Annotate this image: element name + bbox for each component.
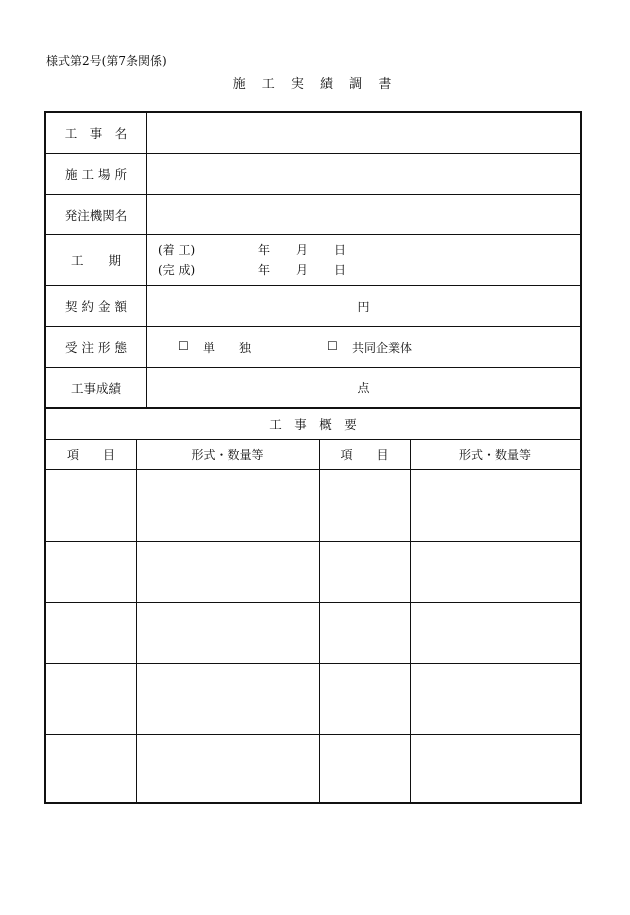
overview-row[interactable] <box>46 603 580 664</box>
agency-label: 発注機関名 <box>46 195 147 234</box>
period-start-label: (着 工) <box>158 243 196 257</box>
project-name-field[interactable] <box>147 113 580 153</box>
jv-checkbox[interactable]: ☐ <box>327 339 338 353</box>
period-label: 工 期 <box>46 235 147 285</box>
form-frame <box>44 111 582 804</box>
contract-amount-unit: 円 <box>357 299 370 314</box>
row-performance <box>46 368 580 409</box>
header-spec-2: 形式・数量等 <box>458 448 531 462</box>
period-start-month: 月 <box>296 243 309 257</box>
jv-option-label: 共同企業体 <box>352 341 413 355</box>
row-contract-amount <box>46 286 580 327</box>
project-name-label: 工 事 名 <box>46 113 147 153</box>
document-title: 施 工 実 績 調 書 <box>232 77 398 92</box>
row-period <box>46 235 580 286</box>
row-order-type <box>46 327 580 368</box>
site-field[interactable] <box>147 154 580 194</box>
header-item-2: 項 目 <box>340 448 389 462</box>
contract-amount-label: 契 約 金 額 <box>46 286 147 326</box>
period-start-year: 年 <box>258 243 271 257</box>
single-option-label: 単 独 <box>203 341 252 355</box>
overview-title: 工 事 概 要 <box>269 417 357 432</box>
performance-unit: 点 <box>357 381 370 395</box>
order-type-label: 受 注 形 態 <box>46 327 147 367</box>
period-end-label: (完 成) <box>158 263 196 277</box>
period-end-year: 年 <box>258 263 271 277</box>
row-site <box>46 154 580 195</box>
site-label: 施 工 場 所 <box>46 154 147 194</box>
contract-amount-field[interactable] <box>147 286 580 326</box>
row-project-name <box>46 113 580 154</box>
header-item-1: 項 目 <box>66 448 115 462</box>
performance-field[interactable] <box>147 368 580 407</box>
overview-header-row <box>46 440 580 470</box>
overview-divider <box>319 440 320 802</box>
period-field[interactable] <box>147 235 580 285</box>
overview-row[interactable] <box>46 470 580 542</box>
order-type-field <box>147 327 580 367</box>
overview-row[interactable] <box>46 664 580 735</box>
row-agency <box>46 195 580 235</box>
form-id: 様式第2号(第7条関係) <box>46 54 167 68</box>
overview-row[interactable] <box>46 542 580 603</box>
period-end-month: 月 <box>296 263 309 277</box>
overview-row[interactable] <box>46 735 580 802</box>
header-spec-1: 形式・数量等 <box>191 448 264 462</box>
single-checkbox[interactable]: ☐ <box>178 339 189 353</box>
overview-divider <box>136 440 137 802</box>
performance-label: 工事成績 <box>46 368 147 407</box>
agency-field[interactable] <box>147 195 580 234</box>
period-end-day: 日 <box>334 263 347 277</box>
overview-title-row <box>46 409 580 440</box>
overview-divider <box>410 440 411 802</box>
period-start-day: 日 <box>334 243 347 257</box>
